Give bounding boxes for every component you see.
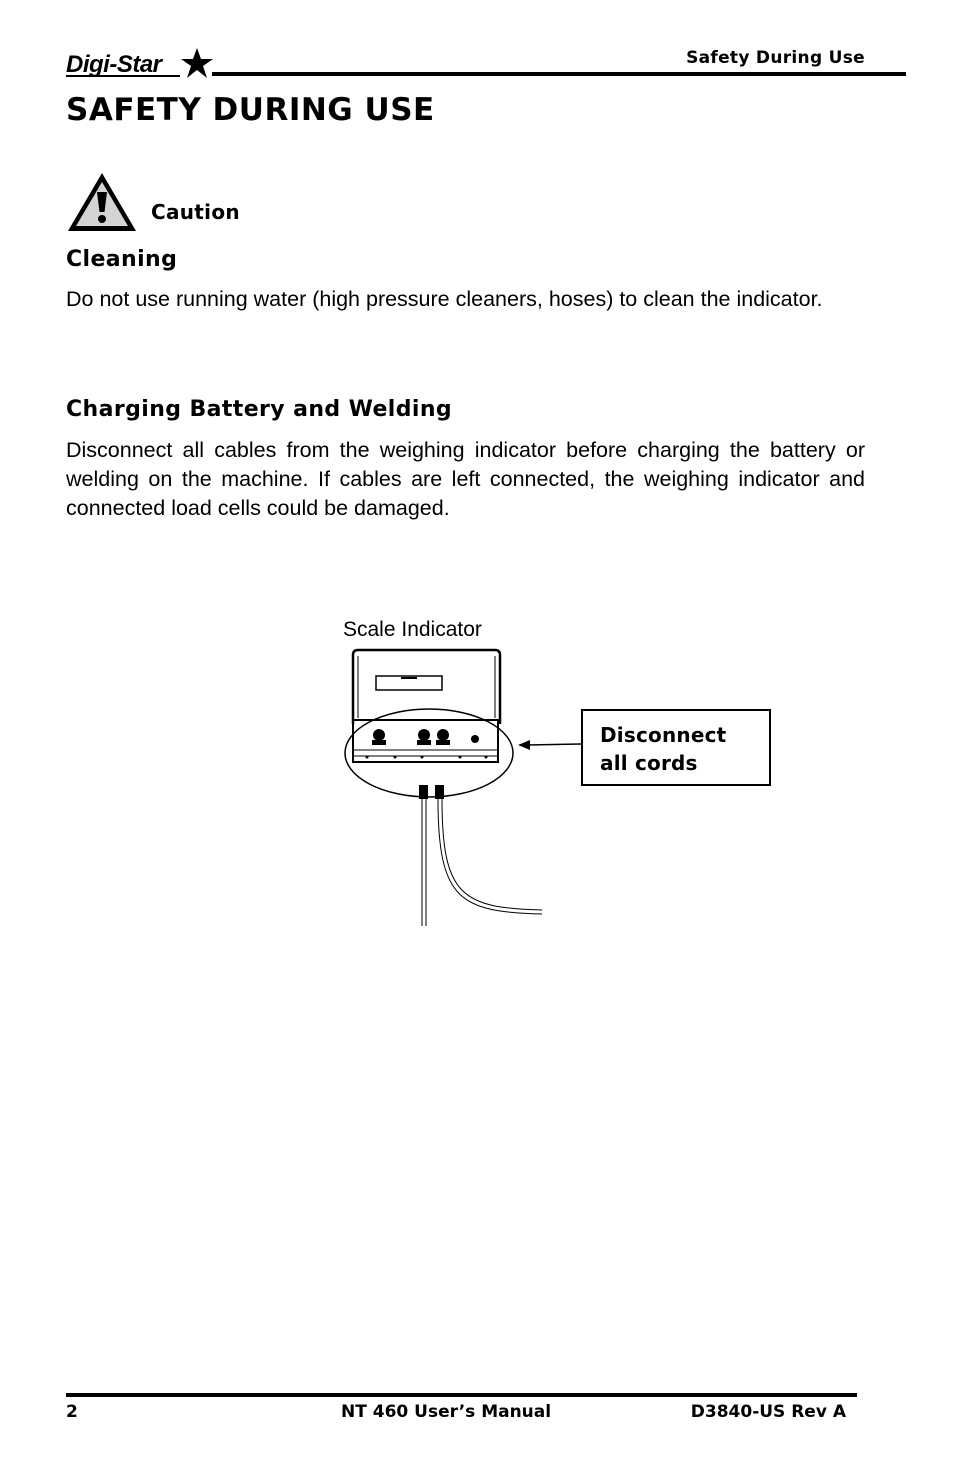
footer-manual-title: NT 460 User’s Manual bbox=[341, 1402, 552, 1422]
header-rule bbox=[212, 72, 906, 76]
callout-text: Disconnect all cords bbox=[600, 723, 727, 775]
footer-doc-code: D3840-US Rev A bbox=[690, 1402, 846, 1422]
section-body-cleaning: Do not use running water (high pressure cleaners, hoses) to clean the indicator. bbox=[66, 287, 823, 311]
svg-text:Digi-Star: Digi-Star bbox=[66, 51, 162, 78]
section-body-charging-welding: Disconnect all cables from the weighing indicator before charging the battery or welding on the machine. If cables are left connected, the weighing indicator and connected load cells could be damaged. bbox=[66, 438, 865, 520]
footer-page-number: 2 bbox=[66, 1402, 78, 1422]
callout-box bbox=[581, 709, 771, 786]
header-section-title: Safety During Use bbox=[686, 48, 865, 68]
digi-star-logo bbox=[66, 46, 218, 80]
footer-rule bbox=[66, 1393, 857, 1397]
section-heading-cleaning: Cleaning bbox=[66, 247, 178, 272]
section-heading-charging-welding: Charging Battery and Welding bbox=[66, 397, 453, 422]
caution-label: Caution bbox=[151, 200, 240, 224]
page-title: SAFETY DURING USE bbox=[66, 92, 435, 128]
figure-caption: Scale Indicator bbox=[343, 618, 482, 641]
warning-triangle-icon bbox=[66, 170, 138, 233]
